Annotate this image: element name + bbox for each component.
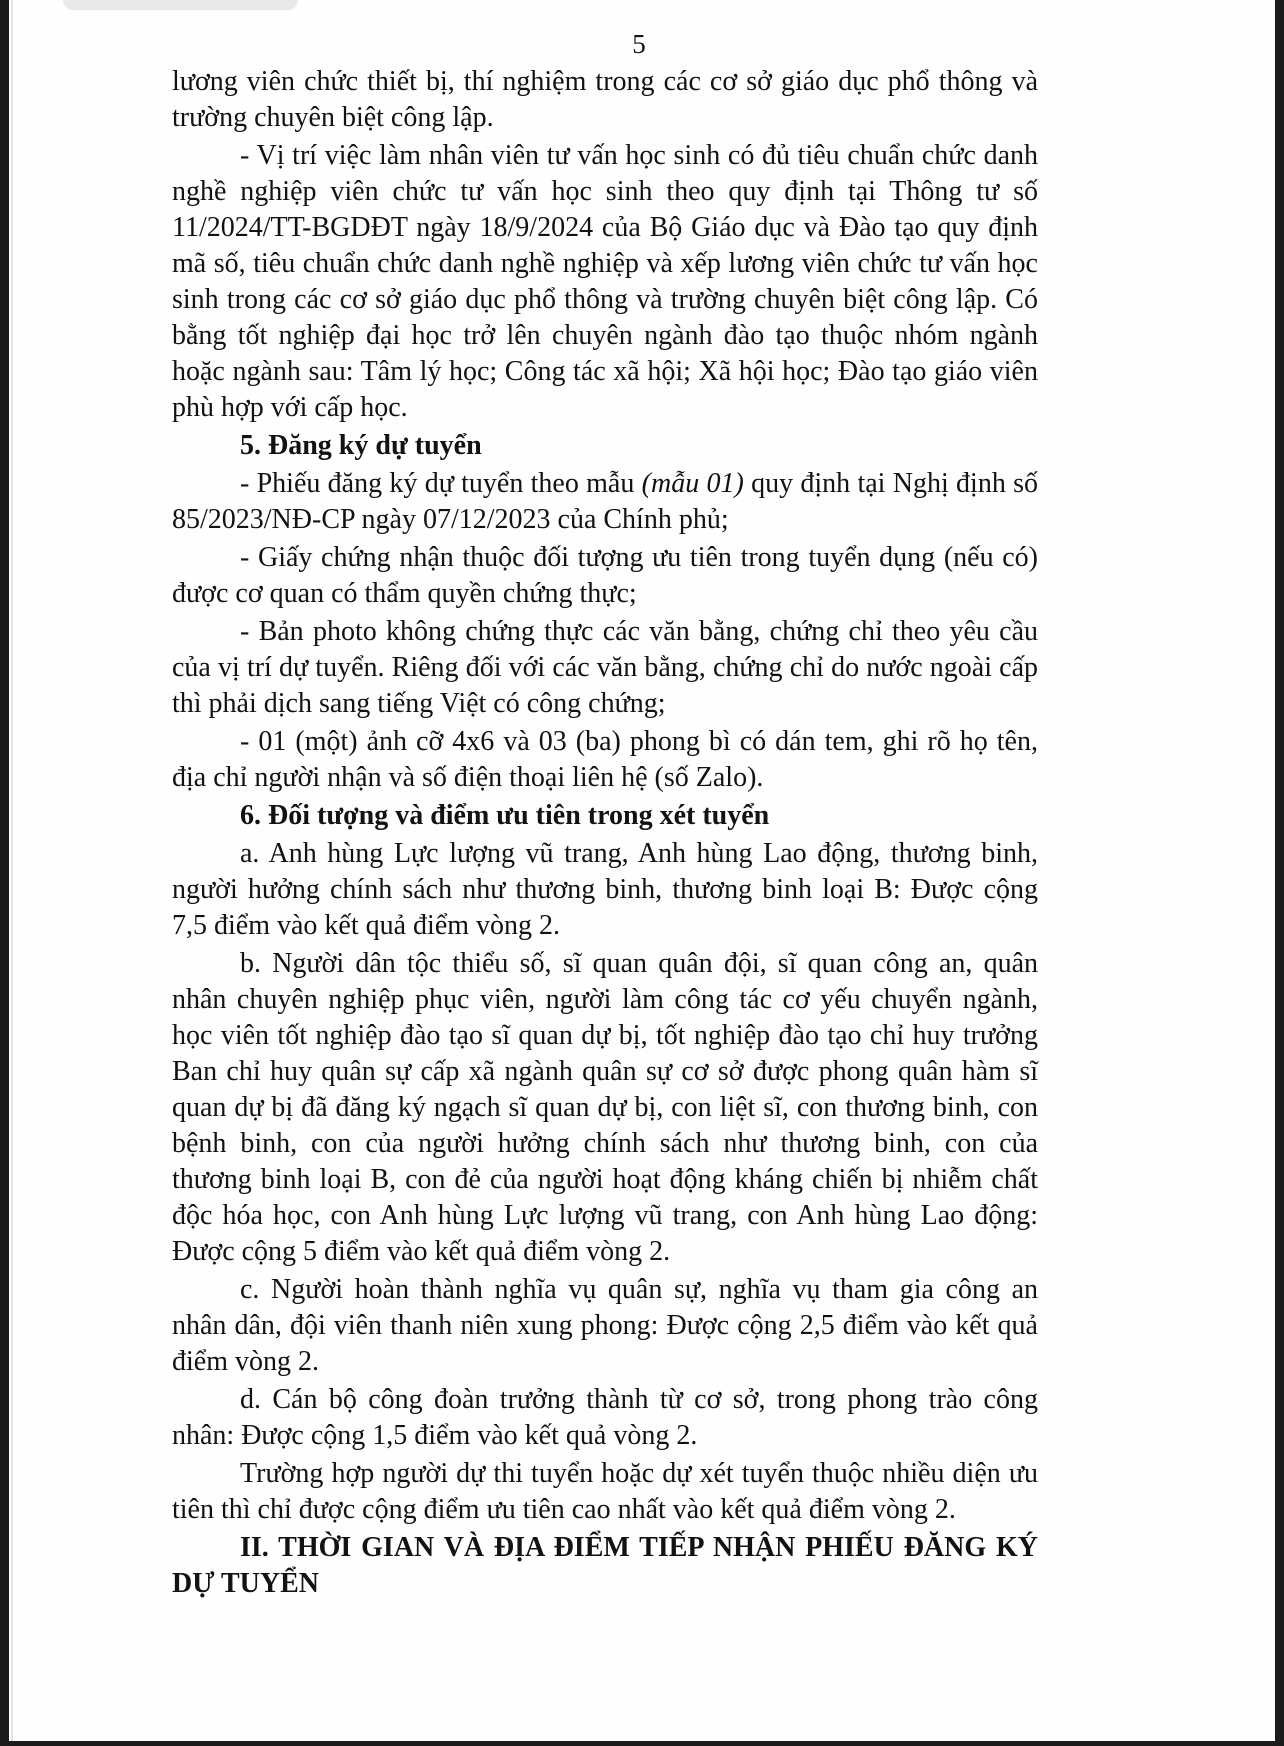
paragraph-uu-tien-a-anh-hung: a. Anh hùng Lực lượng vũ trang, Anh hùng Lao động, thương binh, người hưởng chính sách như thương binh, thương binh loại B: Được cộng 7,5 điểm vào kết quả điểm vòng 2.: [172, 838, 1038, 941]
heading-section-ii-thoi-gian-dia-diem: II. THỜI GIAN VÀ ĐỊA ĐIỂM TIẾP NHẬN PHIẾU ĐĂNG KÝ DỰ TUYỂN: [172, 1532, 1038, 1599]
paragraph-phieu-dang-ky: [172, 466, 1038, 538]
page-number: 5: [632, 29, 646, 59]
left-border-shadow-line: [11, 0, 13, 1746]
paragraph-vi-tri-tu-van-hoc-sinh: - Vị trí việc làm nhân viên tư vấn học sinh có đủ tiêu chuẩn chức danh nghề nghiệp viên chức tư vấn học sinh theo quy định tại Thông tư số 11/2024/TT-BGDĐT ngày 18/9/2024 của Bộ Giáo dục và Đào tạo quy định mã số, tiêu chuẩn chức danh nghề nghiệp và xếp lương viên chức tư vấn học sinh trong các cơ sở giáo dục phổ thông và trường chuyên biệt công lập. Có bằng tốt nghiệp đại học trở lên chuyên ngành đào tạo thuộc nhóm ngành hoặc ngành sau: Tâm lý học; Công tác xã hội; Xã hội học; Đào tạo giáo viên phù hợp với cấp học.: [172, 140, 1038, 423]
paragraph-uu-tien-b-dan-toc-si-quan: b. Người dân tộc thiểu số, sĩ quan quân đội, sĩ quan công an, quân nhân chuyên nghiệp phục viên, người làm công tác cơ yếu chuyển ngành, học viên tốt nghiệp đào tạo sĩ quan dự bị, tốt nghiệp đào tạo chỉ huy trưởng Ban chỉ huy quân sự cấp xã ngành quân sự cơ sở được phong quân hàm sĩ quan dự bị đã đăng ký ngạch sĩ quan dự bị, con liệt sĩ, con thương binh, con bệnh binh, con của người hưởng chính sách như thương binh, con của thương binh loại B, con đẻ của người hoạt động kháng chiến bị nhiễm chất độc hóa học, con Anh hùng Lực lượng vũ trang, con Anh hùng Lao động: Được cộng 5 điểm vào kết quả điểm vòng 2.: [172, 948, 1038, 1267]
document-content: [172, 26, 1038, 1604]
paragraph-uu-tien-d-can-bo-cong-doan: d. Cán bộ công đoàn trưởng thành từ cơ sở, trong phong trào công nhân: Được cộng 1,5 điểm vào kết quả vòng 2.: [172, 1384, 1038, 1451]
bottom-border-bar: [0, 1741, 1284, 1746]
paragraph-ban-photo-van-bang: - Bản photo không chứng thực các văn bằng, chứng chỉ theo yêu cầu của vị trí dự tuyển. Riêng đối với các văn bằng, chứng chỉ do nước ngoài cấp thì phải dịch sang tiếng Việt có công chứng;: [172, 616, 1038, 719]
left-border-bar: [0, 0, 9, 1746]
paragraph-continuation-luong-vien-chuc: lương viên chức thiết bị, thí nghiệm trong các cơ sở giáo dục phổ thông và trường chuyên biệt công lập.: [172, 66, 1038, 133]
right-border-bar: [1275, 0, 1284, 1746]
paragraph-uu-tien-c-nghia-vu-quan-su: c. Người hoàn thành nghĩa vụ quân sự, nghĩa vụ tham gia công an nhân dân, đội viên thanh niên xung phong: Được cộng 2,5 điểm vào kết quả điểm vòng 2.: [172, 1274, 1038, 1377]
paragraph-truong-hop-nhieu-dien-uu-tien: Trường hợp người dự thi tuyển hoặc dự xét tuyển thuộc nhiều diện ưu tiên thì chỉ được cộng điểm ưu tiên cao nhất vào kết quả điểm vòng 2.: [172, 1458, 1038, 1525]
heading-section-6-doi-tuong-uu-tien: 6. Đối tượng và điểm ưu tiên trong xét tuyển: [240, 800, 770, 831]
phieu-dang-ky-mau-01-italic: (mẫu 01): [641, 468, 744, 499]
phieu-dang-ky-text-after: quy định tại Nghị định số 85/2023/NĐ-CP ngày 07/12/2023 của Chính phủ;: [172, 468, 1039, 535]
heading-section-5-dang-ky-du-tuyen: 5. Đăng ký dự tuyển: [240, 430, 482, 461]
top-overlay-pill: [63, 0, 298, 10]
phieu-dang-ky-text-before: - Phiếu đăng ký dự tuyển theo mẫu: [240, 468, 642, 499]
paragraph-giay-chung-nhan-uu-tien: - Giấy chứng nhận thuộc đối tượng ưu tiên trong tuyển dụng (nếu có) được cơ quan có thẩm quyền chứng thực;: [172, 542, 1038, 609]
paragraph-anh-va-phong-bi: - 01 (một) ảnh cỡ 4x6 và 03 (ba) phong bì có dán tem, ghi rõ họ tên, địa chỉ người nhận và số điện thoại liên hệ (số Zalo).: [172, 726, 1038, 793]
